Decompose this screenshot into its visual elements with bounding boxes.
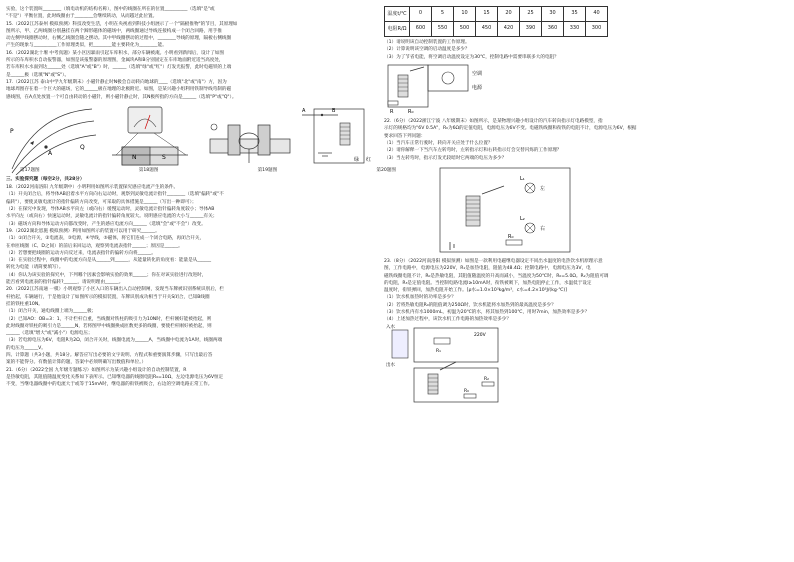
temperature-cell: 35 xyxy=(564,7,586,22)
left-bottom-text xyxy=(6,184,382,388)
question-text-line: （3）当左转弯时，指示灯发光较暗时它两端的电压为多少？ xyxy=(384,155,507,161)
question-text-line: 能否看到电流表的指针偏转?______，请说明理由______。 xyxy=(6,280,124,286)
fig20-label-green: 绿 xyxy=(354,156,360,163)
temperature-row-label: 温度t/℃ xyxy=(385,7,410,22)
fig21-label-ac: 空调 xyxy=(472,70,483,77)
fig20-label-b: B xyxy=(332,107,336,114)
fig21-label-r: R xyxy=(390,108,394,115)
temperature-cell: 0 xyxy=(410,7,432,22)
fig23-label-inlet: 入水 xyxy=(386,324,395,330)
temperature-cell: 15 xyxy=(476,7,498,22)
question-text-line: 23.（8分）（2022河南洛阳 模拟预测）如图是一款利用电磁继电器设定不同出水温度的电热饮水机原理示意 xyxy=(384,258,603,264)
figure-17-field-lines xyxy=(6,103,98,175)
figure-captions xyxy=(6,167,410,174)
resistance-cell: 600 xyxy=(410,22,432,37)
question-text-line: （1）请说明该自动控制装置的工作原理。 xyxy=(384,40,470,45)
question-text-line: （1）闭合开关，通电线圈上端为______极； xyxy=(6,309,97,315)
question-text-line: （2）已知AO：OB=3：1，不计栏杆自重，当线圈对铁柱的吸引力为10N时，栏杆刚好能被抬起，则 xyxy=(6,316,212,322)
question-text-line: 水平向左（或向右）快速运动时，灵敏电流计的指针偏转角度较大。说明感应电流的大小与______有关； xyxy=(6,214,218,220)
question-text-line: （4）上述加热过程中，该饮水机工作电路的加热效率是多少？ xyxy=(384,317,511,323)
left-top-text xyxy=(6,6,382,101)
question-text-line: （2）若将热敏电阻R₀的阻值调为250Ω时，饮水机能将水加热到的最高温度是多少？ xyxy=(384,302,556,308)
caption-fig18: 第18题图 xyxy=(138,167,159,173)
temperature-cell: 25 xyxy=(520,7,542,22)
question-text-line: 磁铁线圈电阻不计，R₀是热敏电阻，其阻值随温度的升高而减小，当温度为50℃时，R₀=5.0Ω。R₂为阻值可调 xyxy=(384,273,609,279)
question-text-line: "不是"）平衡位置，此时线圈由于________会继续转动，从而越过此位置。 xyxy=(6,14,158,20)
fig21-label-r0: R₀ xyxy=(408,108,414,115)
temperature-cell: 20 xyxy=(498,7,520,22)
resistance-row-label: 电阻R/Ω xyxy=(385,22,410,37)
question-text-line: 杆抬起，车辆通行，于是他设计了如图所示的模拟装置，车牌识别成功相当于开关S闭合，已知B线圈 xyxy=(6,294,210,300)
fig22-label-l2: L₂ xyxy=(520,215,525,222)
fig17-label-q: Q xyxy=(80,143,85,151)
temperature-cell: 10 xyxy=(454,7,476,22)
question-text-line: 所示的车库积水自动报警器，如图是该报警器的原理图，金属块A和B分别固定在车库地面附近适当高度处， xyxy=(6,58,224,64)
question-text-line: 的电压为______V。 xyxy=(6,345,46,351)
caption-fig20: 第20题图 xyxy=(376,167,396,173)
question-text-line: 挂的铁柱重10N。 xyxy=(6,301,43,307)
temperature-cell: 30 xyxy=(542,7,564,22)
question-text-line: ______（选填"增大"或"减小"）电源电压； xyxy=(6,331,93,337)
question-text-line: 动左侧甲线圈摆动时，右侧乙线圈会随之摆动。其中甲线圈摆动的过程中，________导线的原理，隔板右侧线圈 xyxy=(6,36,232,42)
question-text-line: 地球周围存在着一个巨大的磁场，它的______极在地理的北极附近。如图，是某兴趣小组利用铁制导线弯制的磁 xyxy=(6,87,232,93)
question-text-line: 是______极（选填"N"或"S"）。 xyxy=(6,72,70,78)
question-text-line: 16.（2022湖北十堰 中考真题）某小区因暴雨引起车库积水，部分车辆被淹。小明看到新闻后，设计了如图 xyxy=(6,50,224,56)
question-text-line: （3）在实验过程中，线圈中的电流方向是从______到______，从能量转化的角度看：能量是从______ xyxy=(6,258,212,264)
fig21-label-source: 电源 xyxy=(472,84,483,91)
resistance-cell: 300 xyxy=(586,22,608,37)
question-text-line: 22.（6分）（2022浙江宁波 八年级期末）如图所示，是某物理兴趣小组设计的汽车转向指示灯电路模型，指 xyxy=(384,119,603,125)
figure-19-generator xyxy=(204,103,294,175)
fig17-label-a: A xyxy=(48,149,53,157)
resistance-cell: 420 xyxy=(498,22,520,37)
question-text-line: 示灯的规格均为"6V 0.5A"，R₀为6Ω的定值电阻，电源电压为6V不变。电磁铁线圈和衔铁的电阻不计，电源电压为6V，根据 xyxy=(384,126,637,132)
fig22-label-right: 右 xyxy=(540,225,546,232)
question-text-line: 不变，当继电器线圈中的电流大于或等于15mA时，继电器的衔铁被吸合，右边的空调电路正常工作。 xyxy=(6,382,213,388)
question-text-line: 四、计算题（共3小题，共18分。解答应写出必要的文字说明、方程式和重要演算步骤，只写出最后答 xyxy=(6,352,213,358)
question-text-line: （2）在探究中发现，导体AB水平向左（或向右）缓慢运动时，灵敏电流计指针偏转角度较小；导体AB xyxy=(6,207,215,213)
resistance-row xyxy=(385,22,608,37)
figure-22-turn-signal-circuit xyxy=(420,162,590,258)
figure-18-galvanometer xyxy=(102,103,198,175)
question-text-line: （2）计算说明该空调的启动温度是多少？ xyxy=(384,47,470,53)
question-text-line: 在单匝线圈（C、D之间）的前后来回运动，观察到电流表指针______；原因是______。 xyxy=(6,243,183,249)
question-text-line: 偏转"），要使灵敏电流计的指针偏转方向改变，可采取的具体措施是______（写出一种即可）； xyxy=(6,199,197,205)
fig20-label-red: 红 xyxy=(366,156,372,163)
question-text-line: 20.（2022江苏南通 一模）小明观察了小区入口的车辆出入自动控制闸，发现当车牌被识别系统识别后，栏 xyxy=(6,287,224,293)
question-text-line: 此时线圈对铁柱的吸引力是______N，若将图甲中线圈换成匝数更多的线圈，要使栏杆刚好被抬起，则 xyxy=(6,323,212,329)
caption-fig19: 第19题图 xyxy=(257,167,278,173)
question-text-line: 产生的现象与__________工作原理类似，把________能主要转化为________能。 xyxy=(6,43,167,49)
question-text-line: （1）当汽车正常行驶时，转向开关应处于什么位置？ xyxy=(384,141,493,147)
resistance-cell: 500 xyxy=(454,22,476,37)
figure-strip xyxy=(6,103,396,175)
question-text-line: 若车库积水水面到达______处（选填"A"或"B"）时，______（选填"绿"或"红"）灯发光报警，此时电磁铁的上端 xyxy=(6,65,232,71)
question-text-line: （3）磁场方向和导体运动方向都改变时，产生的感应电流方向______（选填"会"或"不会"）改变。 xyxy=(6,221,206,227)
question-text-line: （3）若电源电压为6V，电阻R为2Ω，闭合开关时，线圈电流为______A，当线圈中电流为1A时，线圈两端 xyxy=(6,338,223,344)
section-3-heading: 三、实验探究题（每空2分，共28分） xyxy=(6,176,85,182)
fig17-label-p: P xyxy=(10,127,14,135)
fig23-label-220v: 220V xyxy=(474,332,486,338)
question-22-text xyxy=(384,118,786,162)
figure-23-water-dispenser-circuit xyxy=(384,324,504,406)
fig22-label-r0: R₀ xyxy=(508,233,514,240)
question-text-line: （2）请你解释一下当汽车左转弯时，左转指示灯和右转指示灯会交替闪烁的工作原理？ xyxy=(384,148,562,154)
question-text-line: 图所示，甲、乙两线圈分别悬挂在两个蹄形磁体的磁场中，两线圈通过导线连接构成一个闭合回路，用手推 xyxy=(6,28,222,34)
question-text-line: 21.（6分）（2022全国 九年级专题练习）如图所示为某兴趣小组设计的自动控制装置，R xyxy=(6,367,187,373)
fig22-label-l1: L₁ xyxy=(520,175,525,182)
question-text-line: （1）①闭合开关，②电流表，③电源，④导线，⑤磁体，将它们连成一个闭合电路，再闭合开关， xyxy=(6,236,205,242)
question-text-line: （3）为了节省电能，将空调启动温度设定为30℃，控制电路中需要串联多大的电阻？ xyxy=(384,54,559,60)
figure-21-relay-circuit xyxy=(384,61,494,115)
temperature-cell: 40 xyxy=(586,7,608,22)
fig22-label-left: 左 xyxy=(540,185,546,192)
resistance-cell: 450 xyxy=(476,22,498,37)
question-text-line: 是热敏电阻，其阻值随温度变化关系如下表所示。已知继电器的线圈电阻R₀=10Ω，左边电源电压为6V恒定 xyxy=(6,374,224,380)
question-23-text xyxy=(384,258,786,324)
fig23-label-r1: R₁ xyxy=(436,348,441,354)
temperature-row xyxy=(385,7,608,22)
question-text-line: 实验，这个装置叫________（填电动机的结构名称），图中的线圈在所在的位置__________（选填"是"或 xyxy=(6,7,215,12)
right-column xyxy=(384,6,786,409)
figure-22-wrapper xyxy=(384,162,786,258)
fig20-label-a: A xyxy=(302,107,306,114)
question-text-line: 17.（2022江苏 泰山中学九年级期末）小磁针静止时N极会自动转向地球的____（选填"北"或"南"）方，因为 xyxy=(6,79,227,85)
question-text-line: 感线图，在A点处放置一个可自由转动的小磁针，则小磁针静止时，其N极所指的方向是______（选填"P"或"Q"）。 xyxy=(6,94,237,100)
question-text-line: 要求回答下列问题： xyxy=(384,133,426,139)
resistance-cell: 550 xyxy=(432,22,454,37)
question-text-line: 15.（2022江苏泰州 模拟预测）科技改变生活，小明在央视看到科技小组展示了一个"隔板推物"的节目，其原理如 xyxy=(6,21,238,27)
resistance-cell: 330 xyxy=(564,22,586,37)
fig18-label-n: N xyxy=(132,153,137,161)
question-text-line: 图，工作电路中，电源电压为220V，R₁是加热电阻，阻值为48.4Ω；控制电路中，电源电压为3V，电 xyxy=(384,266,591,272)
question-text-line: （1）饮水机加热时的功率是多少？ xyxy=(384,295,456,301)
question-text-line: （1）开关闭合后，将导体AB沿着水平方向向右运动时，观察到灵敏电流计指针________（选填"偏转"或"不 xyxy=(6,192,224,198)
question-text-line: 19.（2022湖北恩施 模拟预测）利用如图所示的装置可以用于研究______。 xyxy=(6,228,160,234)
question-text-line: 温度时，衔铁弹回，加热电阻开始工作。[ρ水=1.0×10³kg/m³，c水=4.2×10³J/(kg·℃)] xyxy=(384,288,568,294)
temperature-resistance-table xyxy=(384,6,608,37)
fig18-label-s: S xyxy=(162,153,166,161)
question-text-line: （4）你认为该实验的探究中，下列哪个因素会影响实验的效果______；你在对该实验进行改进时， xyxy=(6,272,207,278)
question-text-line: （3）饮水机内有水1000mL，初温为20℃的水，将其加热到100℃，用时7min，加热效率是多少？ xyxy=(384,310,590,316)
resistance-cell: 360 xyxy=(542,22,564,37)
question-text-line: （2）若想要把线圈的运动方向反过来，电流表指针的偏转方向将______。 xyxy=(6,250,156,256)
question-21-text xyxy=(384,39,786,61)
question-text-line: 转化为电能（请简要填写）。 xyxy=(6,265,64,271)
fig23-label-r2: R₂ xyxy=(484,376,489,382)
caption-fig17: 第17题图 xyxy=(20,167,40,173)
question-text-line: 的电阻，R₃是定值电阻。当控制电路电流I≥10mA时，衔铁被吸下，加热电阻停止工作，水温低于设定 xyxy=(384,280,592,286)
temperature-cell: 5 xyxy=(432,7,454,22)
fig23-label-r0: R₀ xyxy=(464,388,469,394)
figure-20-gate-circuit xyxy=(298,103,380,175)
question-text-line: 18.（2022河南洛阳 九年级期中）小明利用如图所示装置探究感应电流产生的条件。 xyxy=(6,185,179,191)
resistance-cell: 390 xyxy=(520,22,542,37)
fig23-label-outlet: 出水 xyxy=(386,362,395,368)
question-text-line: 案的不能得分。有数值计算的题，答案中必须明确写出数值和单位。） xyxy=(6,360,147,366)
